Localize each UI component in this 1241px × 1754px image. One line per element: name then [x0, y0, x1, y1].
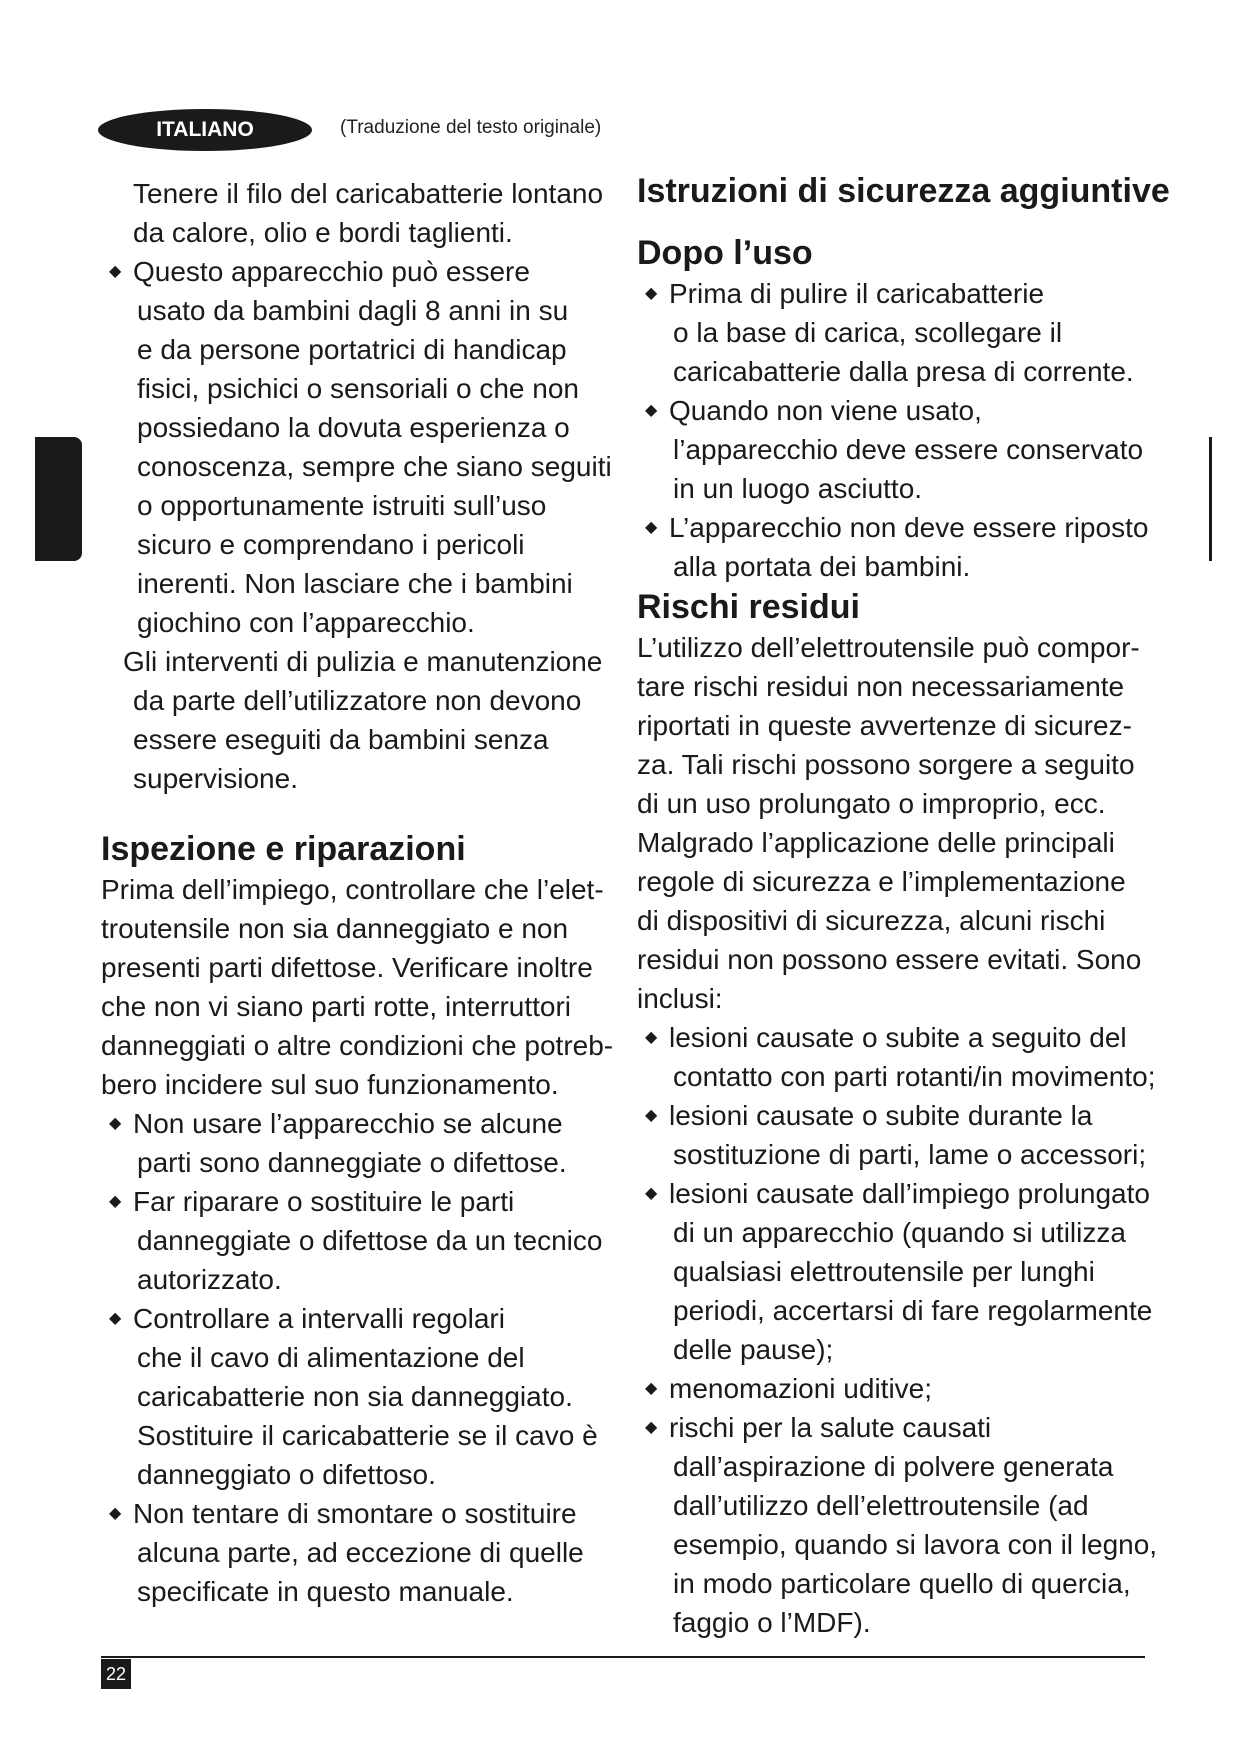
text-line: di un apparecchio (quando si utilizza — [673, 1217, 1126, 1248]
bullet-icon: ◆ — [109, 1505, 122, 1522]
margin-bar — [1209, 437, 1212, 561]
text-line: delle pause); — [673, 1334, 834, 1365]
list-item — [637, 1096, 1177, 1174]
page-number: 22 — [101, 1659, 131, 1689]
text-line: inerenti. Non lasciare che i bambini — [137, 568, 573, 599]
bullet-icon: ◆ — [645, 1107, 658, 1124]
text-line: rischi per la salute causati — [669, 1412, 992, 1443]
text-line: za. Tali rischi possono sorgere a seguito — [637, 749, 1135, 780]
text-line: menomazioni uditive; — [669, 1373, 933, 1404]
section-heading-additional-safety: Istruzioni di sicurezza aggiuntive — [637, 172, 1170, 210]
text-line: lesioni causate o subite durante la — [669, 1100, 1093, 1131]
text-line: L’apparecchio non deve essere riposto — [669, 512, 1149, 543]
text-line: supervisione. — [133, 763, 298, 794]
text-line: danneggiate o difettose da un tecnico — [137, 1225, 603, 1256]
section-heading-after-use: Dopo l’uso — [637, 234, 813, 272]
text-line: Prima di pulire il caricabatterie — [669, 278, 1045, 309]
text-line: residui non possono essere evitati. Sono — [637, 944, 1142, 975]
text-line: sicuro e comprendano i pericoli — [137, 529, 525, 560]
text-line: giochino con l’apparecchio. — [137, 607, 475, 638]
text-line: Gli interventi di pulizia e manutenzione — [123, 646, 603, 677]
text-line: in un luogo asciutto. — [673, 473, 923, 504]
bullet-icon: ◆ — [645, 1185, 658, 1202]
list-item — [637, 1369, 1177, 1408]
list-item — [637, 391, 1177, 508]
text-line: usato da bambini dagli 8 anni in su — [137, 295, 569, 326]
list-item — [101, 1299, 621, 1494]
text-line: Malgrado l’applicazione delle principali — [637, 827, 1115, 858]
text-line: autorizzato. — [137, 1264, 282, 1295]
list-item — [637, 274, 1177, 391]
text-line: Non tentare di smontare o sostituire — [133, 1498, 577, 1529]
text-line: alcuna parte, ad eccezione di quelle — [137, 1537, 584, 1568]
list-item — [637, 508, 1177, 586]
text-line: o la base di carica, scollegare il — [673, 317, 1063, 348]
text-line: contatto con parti rotanti/in movimento; — [673, 1061, 1156, 1092]
text-line: e da persone portatrici di handicap — [137, 334, 567, 365]
text-line: regole di sicurezza e l’implementazione — [637, 866, 1126, 897]
text-line: parti sono danneggiate o difettose. — [137, 1147, 567, 1178]
text-line: danneggiati o altre condizioni che potreb- — [101, 1030, 614, 1061]
text-line: inclusi: — [637, 983, 723, 1014]
language-badge: ITALIANO — [98, 109, 312, 151]
text-line: che non vi siano parti rotte, interruttori — [101, 991, 572, 1022]
text-line: sostituzione di parti, lame o accessori; — [673, 1139, 1147, 1170]
text-line: lesioni causate dall’impiego prolungato — [669, 1178, 1150, 1209]
list-item — [101, 1494, 621, 1611]
bullet-icon: ◆ — [645, 1419, 658, 1436]
section-heading-inspection: Ispezione e riparazioni — [101, 830, 466, 868]
text-line: fisici, psichici o sensoriali o che non — [137, 373, 579, 404]
text-line: di dispositivi di sicurezza, alcuni rischi — [637, 905, 1106, 936]
footer-rule — [101, 1656, 1145, 1658]
text-line: lesioni causate o subite a seguito del — [669, 1022, 1127, 1053]
text-line: L’utilizzo dell’elettroutensile può compor- — [637, 632, 1140, 663]
bullet-icon: ◆ — [109, 263, 122, 280]
text-line: Prima dell’impiego, controllare che l’elet- — [101, 874, 604, 905]
bullet-icon: ◆ — [645, 1380, 658, 1397]
list-item — [637, 1018, 1177, 1096]
text-line: Controllare a intervalli regolari — [133, 1303, 505, 1334]
left-column — [101, 174, 621, 1611]
bullet-icon: ◆ — [645, 285, 658, 302]
text-line: in modo particolare quello di quercia, — [673, 1568, 1131, 1599]
list-item — [101, 252, 621, 642]
text-line: da parte dell’utilizzatore non devono — [133, 685, 582, 716]
text-line: Non usare l’apparecchio se alcune — [133, 1108, 563, 1139]
text-line: essere eseguiti da bambini senza — [133, 724, 549, 755]
translation-note: (Traduzione del testo originale) — [340, 117, 602, 138]
text-line: caricabatterie dalla presa di corrente. — [673, 356, 1134, 387]
text-line: riportati in queste avvertenze di sicurez- — [637, 710, 1132, 741]
list-item — [101, 1104, 621, 1182]
list-item — [637, 1408, 1177, 1642]
section-heading-residual-risks: Rischi residui — [637, 588, 860, 626]
bullet-icon: ◆ — [109, 1310, 122, 1327]
text-line: da calore, olio e bordi taglienti. — [133, 217, 513, 248]
text-line: di un uso prolungato o improprio, ecc. — [637, 788, 1106, 819]
section-tab-marker — [35, 437, 82, 561]
text-line: faggio o l’MDF). — [673, 1607, 871, 1638]
bullet-icon: ◆ — [109, 1115, 122, 1132]
text-line: dall’aspirazione di polvere generata — [673, 1451, 1114, 1482]
text-line: Quando non viene usato, — [669, 395, 982, 426]
text-line: presenti parti difettose. Verificare inoltre — [101, 952, 593, 983]
right-column — [637, 170, 1177, 1642]
text-line: caricabatterie non sia danneggiato. — [137, 1381, 573, 1412]
list-item — [101, 1182, 621, 1299]
list-item — [637, 1174, 1177, 1369]
bullet-icon: ◆ — [645, 519, 658, 536]
text-line: Questo apparecchio può essere — [133, 256, 530, 287]
text-line: Tenere il filo del caricabatterie lontano — [133, 178, 604, 209]
text-line: conoscenza, sempre che siano seguiti — [137, 451, 612, 482]
text-line: troutensile non sia danneggiato e non — [101, 913, 569, 944]
text-line: bero incidere sul suo funzionamento. — [101, 1069, 559, 1100]
text-line: l’apparecchio deve essere conservato — [673, 434, 1144, 465]
text-line: che il cavo di alimentazione del — [137, 1342, 525, 1373]
text-line: dall’utilizzo dell’elettroutensile (ad — [673, 1490, 1089, 1521]
bullet-icon: ◆ — [645, 1029, 658, 1046]
text-line: periodi, accertarsi di fare regolarmente — [673, 1295, 1153, 1326]
bullet-icon: ◆ — [645, 402, 658, 419]
text-line: esempio, quando si lavora con il legno, — [673, 1529, 1158, 1560]
text-line: possiedano la dovuta esperienza o — [137, 412, 570, 443]
text-line: Sostituire il caricabatterie se il cavo è — [137, 1420, 598, 1451]
text-line: tare rischi residui non necessariamente — [637, 671, 1125, 702]
text-line: Far riparare o sostituire le parti — [133, 1186, 515, 1217]
text-line: alla portata dei bambini. — [673, 551, 971, 582]
text-line: o opportunamente istruiti sull’uso — [137, 490, 547, 521]
bullet-icon: ◆ — [109, 1193, 122, 1210]
text-line: danneggiato o difettoso. — [137, 1459, 436, 1490]
text-line: qualsiasi elettroutensile per lunghi — [673, 1256, 1095, 1287]
text-line: specificate in questo manuale. — [137, 1576, 514, 1607]
